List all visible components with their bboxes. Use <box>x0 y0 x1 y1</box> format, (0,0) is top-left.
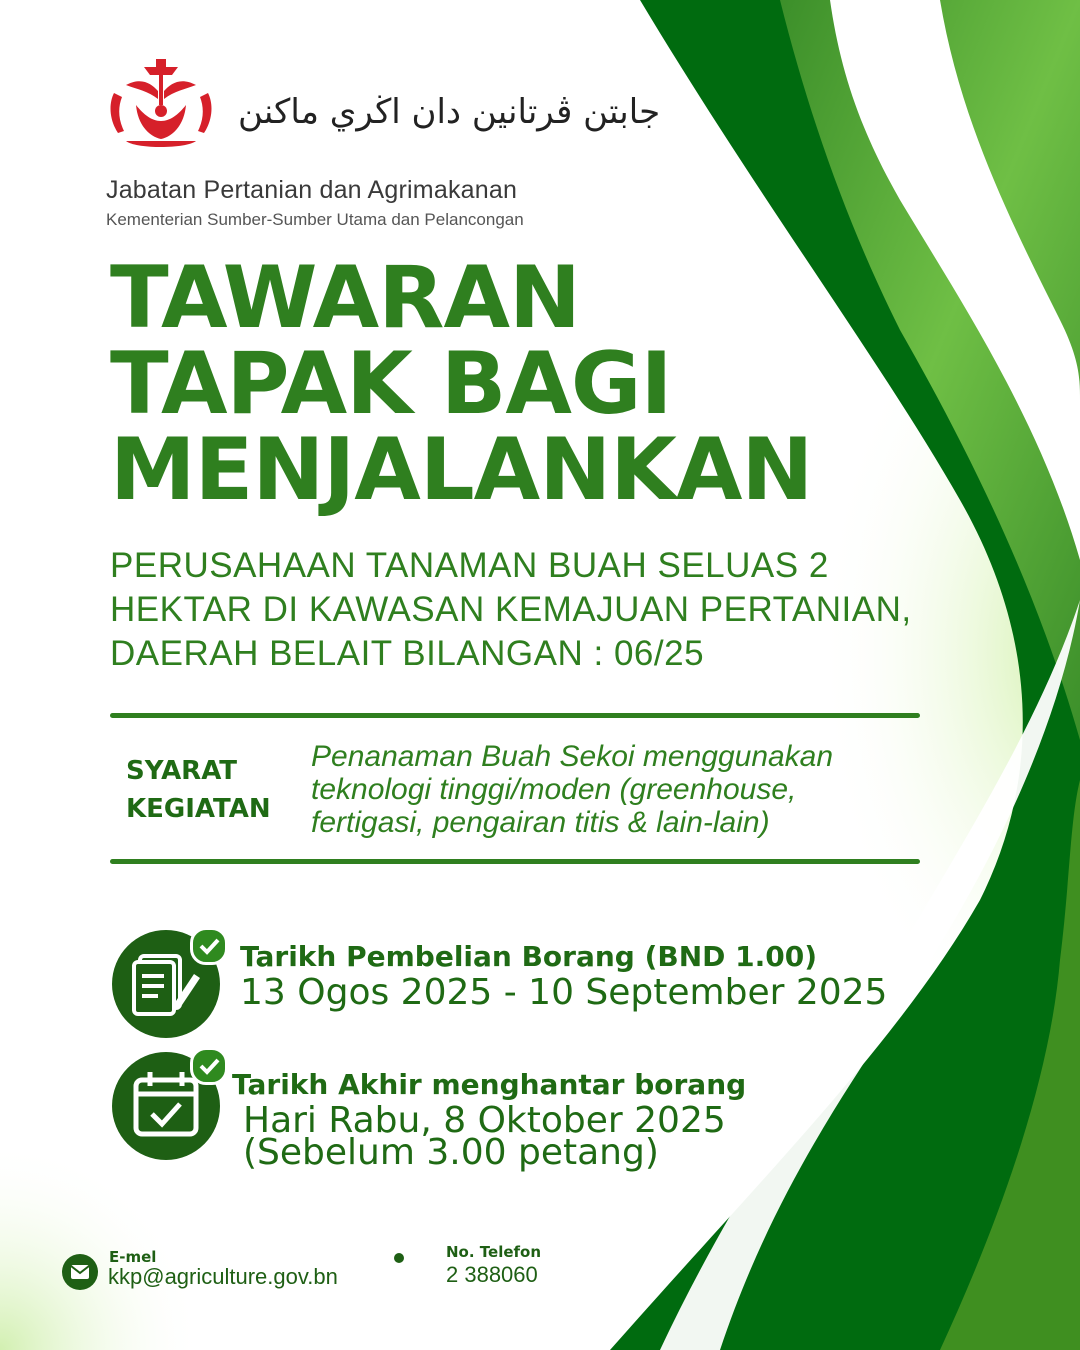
syarat-label-line-1: SYARAT <box>126 756 238 786</box>
subtitle-line-1: PERUSAHAAN TANAMAN BUAH SELUAS 2 <box>110 546 829 585</box>
emblem-logo <box>106 55 216 155</box>
email-icon <box>62 1254 98 1290</box>
purchase-heading: Tarikh Pembelian Borang (BND 1.00) <box>240 940 818 973</box>
divider-top <box>110 713 920 718</box>
main-title <box>110 248 813 520</box>
purchase-range: 13 Ogos 2025 - 10 September 2025 <box>240 972 888 1013</box>
syarat-label-line-2: KEGIATAN <box>126 794 271 824</box>
syarat-label <box>126 752 271 828</box>
email-value[interactable]: kkp@agriculture.gov.bn <box>108 1264 338 1289</box>
subtitle-line-2: HEKTAR DI KAWASAN KEMAJUAN PERTANIAN, <box>110 590 912 629</box>
syarat-text <box>311 740 971 839</box>
syarat-text-line-2: teknologi tinggi/moden (greenhouse, <box>311 773 797 806</box>
arabic-org-name: جابتن ڤرتانين دان اڬري ماكنن <box>238 92 661 132</box>
divider-bottom <box>110 859 920 864</box>
deadline-time: (Sebelum 3.00 petang) <box>243 1132 659 1173</box>
check-badge-icon <box>190 1047 228 1085</box>
title-line-1: TAWARAN <box>110 248 580 348</box>
org-name: Jabatan Pertanian dan Agrimakanan <box>106 176 518 204</box>
phone-value[interactable]: 2 388060 <box>446 1262 538 1287</box>
ministry-name: Kementerian Sumber-Sumber Utama dan Pelancongan <box>106 210 524 229</box>
subtitle <box>110 544 1030 676</box>
title-line-3: MENJALANKAN <box>110 420 813 520</box>
phone-label: No. Telefon <box>446 1243 542 1261</box>
deadline-heading: Tarikh Akhir menghantar borang <box>232 1068 747 1101</box>
title-line-2: TAPAK BAGI <box>110 334 672 434</box>
check-badge-icon <box>190 927 228 965</box>
syarat-text-line-3: fertigasi, pengairan titis & lain-lain) <box>311 806 770 839</box>
phone-icon <box>394 1253 404 1263</box>
subtitle-line-3: DAERAH BELAIT BILANGAN : 06/25 <box>110 634 705 673</box>
email-label: E-mel <box>109 1248 157 1266</box>
syarat-text-line-1: Penanaman Buah Sekoi menggunakan <box>311 740 834 773</box>
deadline-date: Hari Rabu, 8 Oktober 2025 <box>243 1100 726 1141</box>
